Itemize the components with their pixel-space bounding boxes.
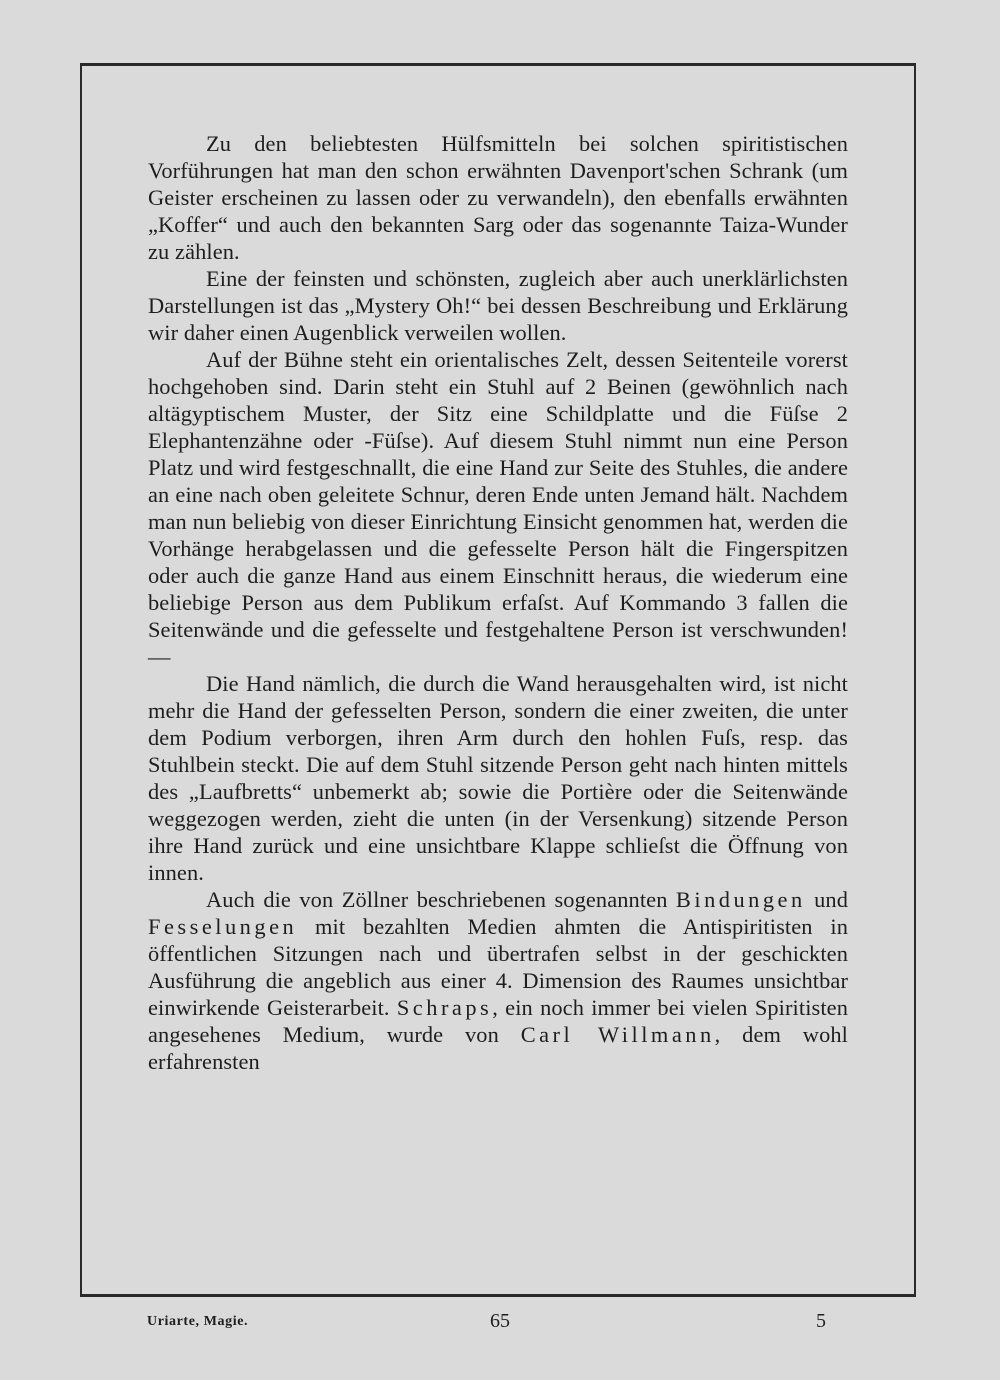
paragraph [148,886,848,1075]
text-run: , ein noch immer bei vielen Spiritisten angesehenes Medium, wurde von [148,995,848,1047]
emphasized-name: Schraps [396,995,493,1020]
sheet-number: 5 [816,1310,826,1332]
paragraph [148,265,848,346]
text-run: Auch die von Zöllner beschriebenen sogenannten [206,887,676,912]
paragraph [148,346,848,670]
text-run: , dem wohl erfahrensten [148,1022,848,1074]
text-run: Die Hand nämlich, die durch die Wand herausgehalten wird, ist nicht mehr die Hand der gefesselten Person, sondern die einer zweiten, die unter dem Podium verborgen, ihren Arm durch den hohlen Fuſs, resp. das Stuhlbein steckt. Die auf dem Stuhl sitzende Person geht nach hinten mittels des „Laufbretts“ unbemerkt ab; sowie die Portière oder die Seitenwände weggezogen werden, zieht die unten (in der Versenkung) sitzende Person ihre Hand zurück und eine unsichtbare Klappe schlieſst die Öffnung von innen. [148,671,848,885]
text-run: mit bezahlten Medien ahmten die Antispiritisten in öffentlichen Sitzungen nach und übertrafen selbst in der geschickten Ausführung die angeblich aus einer 4. Dimension des Raumes unsichtbar einwirkende Geisterarbeit. [148,914,848,1020]
body-text [148,130,848,1075]
paragraph [148,130,848,265]
emphasized-name: Carl Willmann [520,1022,715,1047]
text-run: Zu den beliebtesten Hülfsmitteln bei solchen spiritistischen Vorführungen hat man den schon erwähnten Davenport'schen Schrank (um Geister erscheinen zu lassen oder zu verwandeln), den ebenfalls erwähnten „Koffer“ und auch den bekannten Sarg oder das sogenannte Taiza-Wunder zu zählen. [148,131,848,264]
emphasized-term: Fesselungen [148,914,298,939]
text-run: Auf der Bühne steht ein orientalisches Zelt, dessen Seitenteile vorerst hochgehoben sind. Darin steht ein Stuhl auf 2 Beinen (gewöhnlich nach altägyptischem Muster, der Sitz eine Schildplatte und die Füſse 2 Elephantenzähne oder -Füſse). Auf diesem Stuhl nimmt nun eine Person Platz und wird festgeschnallt, die eine Hand zur Seite des Stuhles, die andere an eine nach oben geleitete Schnur, deren Ende unten Jemand hält. Nachdem man nun beliebig von dieser Einrichtung Einsicht genommen hat, werden die Vorhänge herabgelassen und die gefesselte Person hält die Fingerspitzen oder auch die ganze Hand aus einem Einschnitt heraus, die wiederum eine beliebige Person aus dem Publikum erfaſst. Auf Kommando 3 fallen die Seitenwände und die gefesselte und festgehaltene Person ist verschwunden! — [148,347,848,669]
page-number: 65 [490,1310,510,1332]
text-run: und [805,887,848,912]
paragraph [148,670,848,886]
signature-mark: Uriarte, Magie. [147,1314,249,1329]
text-run: Eine der feinsten und schönsten, zugleich aber auch unerklärlichsten Darstellungen ist das „Mystery Oh!“ bei dessen Beschreibung und Erklärung wir daher einen Augenblick verweilen wollen. [148,266,848,345]
emphasized-term: Bindungen [675,887,806,912]
page-footer [0,1310,1000,1340]
